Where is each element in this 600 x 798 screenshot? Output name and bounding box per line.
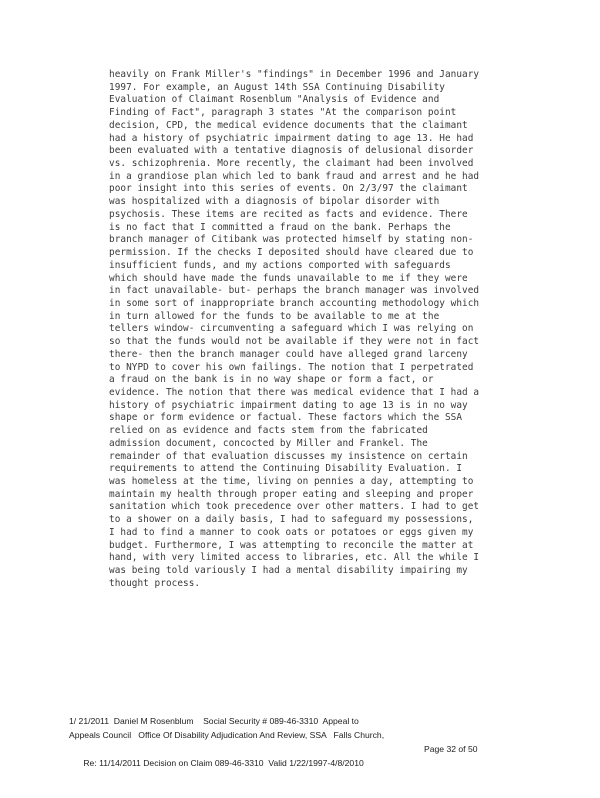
footer-case-reference: Re: 11/14/2011 Decision on Claim 089-46-3310 Valid 1/22/1997-4/8/2010 — [83, 758, 364, 768]
text-line: I had to find a manner to cook oats or potatoes or eggs given my — [109, 526, 474, 538]
text-line: so that the funds would not be available if they were not in fact — [109, 336, 480, 348]
text-line: Evaluation of Claimant Rosenblum "Analysis of Evidence and — [109, 94, 440, 106]
text-line: remainder of that evaluation discusses my insistence on certain — [109, 450, 468, 462]
text-line: admission document, concocted by Miller and Frankel. The — [109, 437, 428, 449]
text-line: insufficient funds, and my actions comported with safeguards — [109, 259, 451, 271]
footer-line-1: 1/ 21/2011 Daniel M Rosenblum Social Security # 089-46-3310 Appeal to — [69, 716, 359, 726]
text-line: 1997. For example, an August 14th SSA Continuing Disability — [109, 81, 445, 93]
text-line: vs. schizophrenia. More recently, the claimant had been involved — [109, 158, 474, 170]
text-line: hand, with very limited access to libraries, etc. All the while I — [109, 552, 480, 564]
text-line: tellers window- circumventing a safeguard which I was relying on — [109, 323, 474, 335]
text-line: decision, CPD, the medical evidence documents that the claimant — [109, 119, 468, 131]
text-line: a fraud on the bank is in no way shape or form a fact, or — [109, 374, 434, 386]
text-line: maintain my health through proper eating and sleeping and proper — [109, 488, 474, 500]
text-line: branch manager of Citibank was protected himself by stating non- — [109, 234, 474, 246]
footer-line-2: Appeals Council Office Of Disability Adjudication And Review, SSA Falls Church, — [69, 730, 385, 740]
text-line: relied on as evidence and facts stem from the fabricated — [109, 425, 428, 437]
text-line: shape or form evidence or factual. These factors which the SSA — [109, 412, 463, 424]
page-footer — [69, 714, 569, 768]
text-line: heavily on Frank Miller's "findings" in December 1996 and January — [109, 69, 480, 80]
text-line: Finding of Fact", paragraph 3 states "At the comparison point — [109, 107, 457, 119]
text-line: psychosis. These items are recited as facts and evidence. There — [109, 208, 468, 220]
text-line: permission. If the checks I deposited should have cleared due to — [109, 247, 474, 259]
text-line: is no fact that I committed a fraud on the bank. Perhaps the — [109, 221, 451, 233]
page-number: Page 32 of 50 — [424, 744, 478, 754]
text-line: there- then the branch manager could have alleged grand larceny — [109, 348, 468, 360]
text-line: poor insight into this series of events. On 2/3/97 the claimant — [109, 183, 468, 195]
text-line: been evaluated with a tentative diagnosis of delusional disorder — [109, 145, 474, 157]
text-line: in turn allowed for the funds to be available to me at the — [109, 310, 440, 322]
text-line: in fact unavailable- but- perhaps the branch manager was involved — [109, 285, 480, 297]
text-line: was homeless at the time, living on pennies a day, attempting to — [109, 476, 474, 487]
text-line: history of psychiatric impairment dating to age 13 is in no way — [109, 399, 468, 411]
footer-line-3 — [69, 742, 569, 768]
text-line: requirements to attend the Continuing Disability Evaluation. I — [109, 463, 463, 475]
text-line: had a history of psychiatric impairment dating to age 13. He had — [109, 132, 474, 144]
text-line: evidence. The notion that there was medical evidence that I had a — [109, 386, 480, 398]
text-line: was hospitalized with a diagnosis of bipolar disorder with — [109, 196, 440, 208]
text-line: in a grandiose plan which led to bank fraud and arrest and he had — [109, 170, 480, 182]
text-line: to a shower on a daily basis, I had to safeguard my possessions, — [109, 514, 474, 526]
text-line: which should have made the funds unavailable to me if they were — [109, 272, 468, 284]
text-line: budget. Furthermore, I was attempting to reconcile the matter at — [109, 539, 474, 551]
text-line: thought process. — [109, 577, 201, 589]
text-line: in some sort of inappropriate branch accounting methodology which — [109, 297, 480, 309]
text-line: to NYPD to cover his own failings. The notion that I perpetrated — [109, 361, 474, 373]
text-line: was being told variously I had a mental disability impairing my — [109, 565, 468, 577]
text-line: sanitation which took precedence over other matters. I had to get — [109, 501, 480, 513]
body-text — [109, 69, 579, 590]
